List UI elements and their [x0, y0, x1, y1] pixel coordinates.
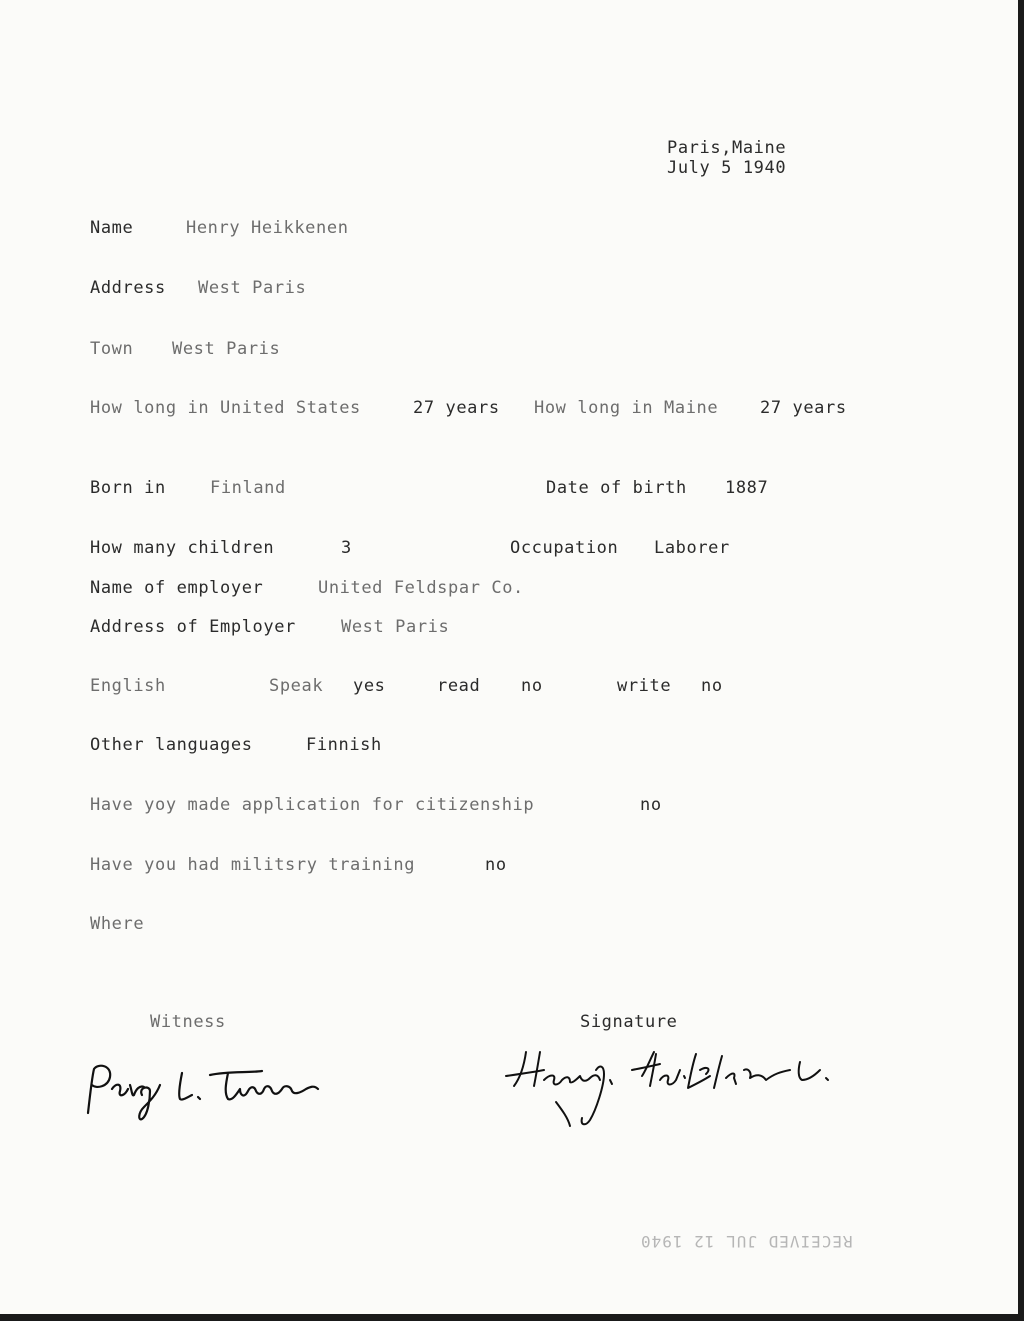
speak-value: yes [353, 676, 386, 696]
received-stamp: RECEIVED JUL 12 1940 [640, 1232, 853, 1251]
read-value: no [521, 676, 543, 696]
name-value: Henry Heikkenen [186, 218, 349, 238]
town-value: West Paris [172, 339, 281, 359]
employer-label: Name of employer [90, 578, 264, 598]
other-languages-label: Other languages [90, 735, 253, 755]
maine-duration-value: 27 years [760, 398, 847, 418]
citizenship-value: no [640, 795, 662, 815]
witness-signature [78, 1055, 328, 1125]
speak-label: Speak [269, 676, 324, 696]
witness-label: Witness [150, 1012, 226, 1032]
born-value: Finland [210, 478, 286, 498]
born-label: Born in [90, 478, 166, 498]
employer-value: United Feldspar Co. [318, 578, 524, 598]
military-value: no [485, 855, 507, 875]
employer-address-label: Address of Employer [90, 617, 296, 637]
dob-value: 1887 [725, 478, 769, 498]
address-label: Address [90, 278, 166, 298]
name-label: Name [90, 218, 134, 238]
read-label: read [437, 676, 481, 696]
write-value: no [701, 676, 723, 696]
us-duration-value: 27 years [413, 398, 500, 418]
dob-label: Date of birth [546, 478, 687, 498]
children-label: How many children [90, 538, 275, 558]
military-label: Have you had militsry training [90, 855, 416, 875]
where-label: Where [90, 914, 145, 934]
town-label: Town [90, 339, 134, 359]
other-languages-value: Finnish [306, 735, 382, 755]
applicant-signature [500, 1040, 860, 1130]
signature-label: Signature [580, 1012, 678, 1032]
date-line: July 5 1940 [667, 158, 787, 178]
write-label: write [617, 676, 672, 696]
place-line: Paris,Maine [667, 138, 787, 158]
english-label: English [90, 676, 166, 696]
us-duration-label: How long in United States [90, 398, 361, 418]
maine-duration-label: How long in Maine [534, 398, 719, 418]
children-value: 3 [341, 538, 352, 558]
occupation-value: Laborer [654, 538, 730, 558]
citizenship-label: Have yoy made application for citizenship [90, 795, 535, 815]
employer-address-value: West Paris [341, 617, 450, 637]
occupation-label: Occupation [510, 538, 619, 558]
address-value: West Paris [198, 278, 307, 298]
